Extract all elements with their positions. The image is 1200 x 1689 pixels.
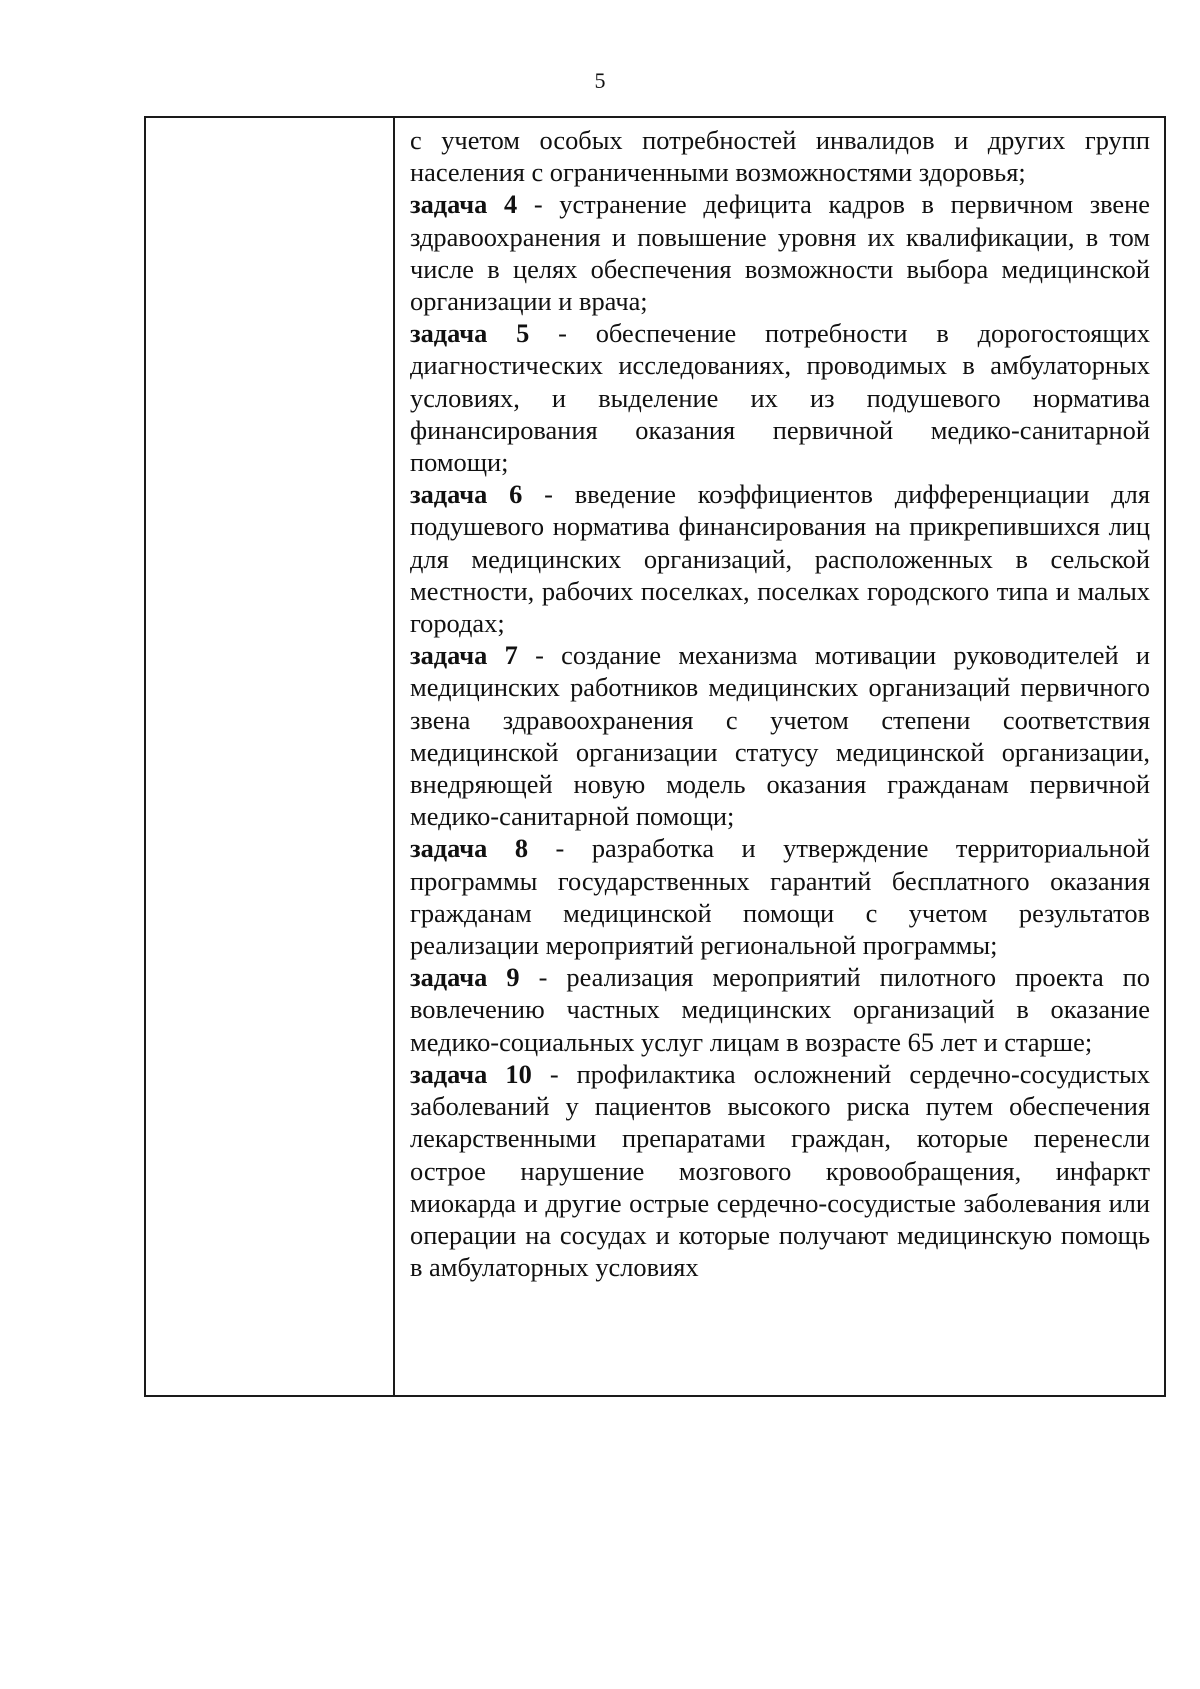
task-label: задача 8 (410, 833, 529, 864)
task-text: - разработка и утверждение территориальной программы государственных гарантий бесплатного оказания гражданам медицинской помощи с учетом результатов реализации мероприятий региональной программы; (410, 833, 1150, 961)
task-text: - обеспечение потребности в дорогостоящих диагностических исследованиях, проводимых в амбулаторных условиях, и выделение их из подушевого норматива финансирования оказания первичной медико-санитарной помощи; (410, 318, 1150, 478)
task-text: - реализация мероприятий пилотного проекта по вовлечению частных медицинских организаций в оказание медико-социальных услуг лицам в возрасте 65 лет и старше; (410, 962, 1150, 1057)
task-item-6 (410, 478, 1150, 639)
page-number: 5 (594, 68, 606, 93)
task-text: - устранение дефицита кадров в первичном звене здравоохранения и повышение уровня их квалификации, в том числе в целях обеспечения возможности выбора медицинской организации и врача; (410, 189, 1150, 317)
document-table (144, 116, 1166, 1397)
task-label: задача 10 (410, 1058, 532, 1089)
table-right-cell (395, 118, 1164, 1395)
task-item-7 (410, 639, 1150, 832)
task-text: - введение коэффициентов дифференциации для подушевого норматива финансирования на прикрепившихся лиц для медицинских организаций, расположенных в сельской местности, рабочих поселках, поселках городского типа и малых городах; (410, 479, 1150, 639)
task-label: задача 4 (410, 189, 518, 220)
task-item-9 (410, 961, 1150, 1058)
table-left-cell (146, 118, 395, 1395)
task-label: задача 7 (410, 640, 518, 671)
task-label: задача 5 (410, 318, 530, 349)
task-label: задача 6 (410, 479, 523, 510)
task-item-5 (410, 317, 1150, 478)
task-text: - профилактика осложнений сердечно-сосудистых заболеваний у пациентов высокого риска путем обеспечения лекарственными препаратами граждан, которые перенесли острое нарушение мозгового кровообращения, инфаркт миокарда и другие острые сердечно-сосудистые заболевания или операции на сосудах и которые получают медицинскую помощь в амбулаторных условиях (410, 1058, 1150, 1283)
intro-paragraph: с учетом особых потребностей инвалидов и других групп населения с ограниченными возможностями здоровья; (410, 125, 1150, 188)
task-item-10 (410, 1058, 1150, 1283)
task-item-8 (410, 832, 1150, 961)
task-item-4 (410, 188, 1150, 317)
task-text: - создание механизма мотивации руководителей и медицинских работников медицинских организаций первичного звена здравоохранения с учетом степени соответствия медицинской организации статусу медицинской организации, внедряющей новую модель оказания гражданам первичной медико-санитарной помощи; (410, 640, 1150, 832)
task-label: задача 9 (410, 962, 520, 993)
